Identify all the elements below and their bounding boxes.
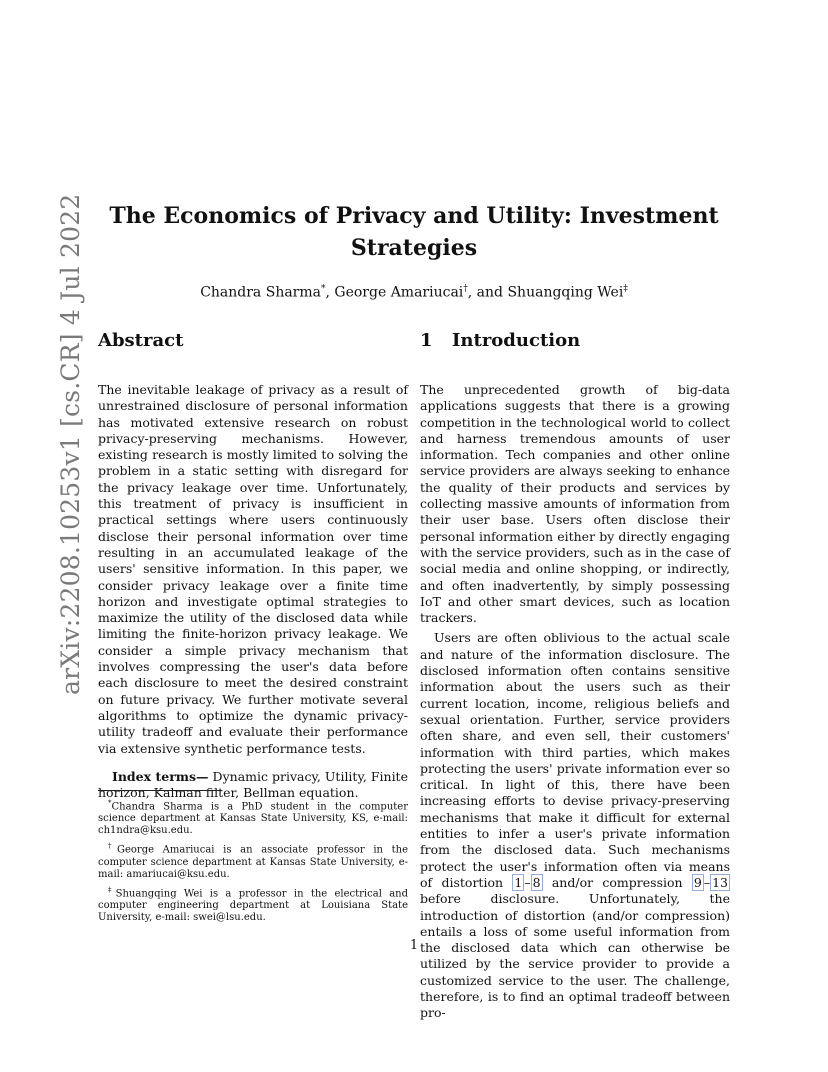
footnote: ‡Shuangqing Wei is a professor in the electrical and computer engineering department at Louisiana State University, e-mail: swei@lsu.edu. <box>98 885 408 923</box>
author-name: George Amariucai <box>334 284 464 301</box>
author-name: Shuangqing Wei <box>507 284 624 301</box>
index-terms-label: Index terms— <box>112 768 209 784</box>
abstract-heading: Abstract <box>98 330 184 351</box>
author-name: Chandra Sharma <box>200 284 321 301</box>
footnote: *Chandra Sharma is a PhD student in the computer science department at Kansas State University, KS, e-mail: ch1ndra@ksu.edu. <box>98 799 408 837</box>
footnotes <box>98 790 408 927</box>
index-terms-text: Dynamic privacy, Utility, Finite horizon, Kalman filter, Bellman equation. <box>98 768 408 801</box>
introduction-column <box>420 330 730 1022</box>
citation-link[interactable]: 13 <box>712 874 728 890</box>
citation-link[interactable]: 9 <box>693 874 702 890</box>
page-number: 1 <box>409 938 419 953</box>
author-line: Chandra Sharma*, George Amariucai†, and Shuangqing Wei‡ <box>200 284 628 301</box>
author-mark: ‡ <box>623 284 628 294</box>
abstract-column <box>98 330 408 801</box>
citation-link[interactable]: 1 <box>514 874 523 890</box>
footnote: †George Amariucai is an associate professor in the computer science department at Kansas State University, e-mail: amariucai@ksu.edu. <box>98 842 409 880</box>
arxiv-identifier: arXiv:2208.10253v1 [cs.CR] 4 Jul 2022 <box>56 193 85 695</box>
citation-link[interactable]: 8 <box>532 874 541 890</box>
author-mark: * <box>321 284 326 294</box>
section-title: Introduction <box>452 330 581 351</box>
intro-paragraph: The unprecedented growth of big-data applications suggests that there is a growing competition in the technological world to collect and harness tremendous amounts of user information. Tech companies and other online service providers are always seeking to enhance the quality of their products and services by collecting massive amounts of information from their user base. Users often disclose their personal information either by directly engaging with the service providers, such as in the case of social media and online shopping, or indirectly, and often inadvertently, by simply possessing IoT and other smart devices, such as location trackers. <box>420 382 730 626</box>
abstract-text: The inevitable leakage of privacy as a result of unrestrained disclosure of personal information has motivated extensive research on robust privacy-preserving mechanisms. However, existing research is mostly limited to solving the problem in a static setting with disregard for the privacy leakage over time. Unfortunately, this treatment of privacy is insufficient in practical settings where users continuously disclose their personal information over time resulting in an accumulated leakage of the users' sensitive information. In this paper, we consider privacy leakage over a finite time horizon and investigate optimal strategies to maximize the utility of the disclosed data while limiting the finite-horizon privacy leakage. We consider a simple privacy mechanism that involves compressing the user's data before each disclosure to meet the desired constraint on future privacy. We further motivate several algorithms to optimize the dynamic privacy-utility tradeoff and evaluate their performance via extensive synthetic performance tests. <box>98 382 408 756</box>
introduction-heading <box>420 330 730 352</box>
intro-paragraph: Users are often oblivious to the actual scale and nature of the information disclosure. The disclosed information often contains sensitive information about the users such as their current location, income, religious beliefs and sexual orientation. Further, service providers often share, and even sell, their customers' information with third parties, which makes protecting the users' private information ever so critical. In light of this, there have been increasing efforts to devise privacy-preserving mechanisms that make it difficult for external entities to infer a user's private information from the disclosed data. Such mechanisms protect the user's information often via means of distortion 1 – 8 and/or compression 9 – 13 before disclosure. Unfortunately, the introduction of distortion (and/or compression) entails a loss of some useful information from the disclosed data which can otherwise be utilized by the service provider to provide a customized service to the user. The challenge, therefore, is to find an optimal tradeoff between pro- <box>420 630 730 1021</box>
section-number: 1 <box>420 330 433 351</box>
footnote-rule <box>98 790 222 791</box>
author-mark: † <box>463 284 468 294</box>
paper-title: The Economics of Privacy and Utility: Investment Strategies <box>109 203 719 261</box>
arxiv-sidebar <box>18 193 85 700</box>
